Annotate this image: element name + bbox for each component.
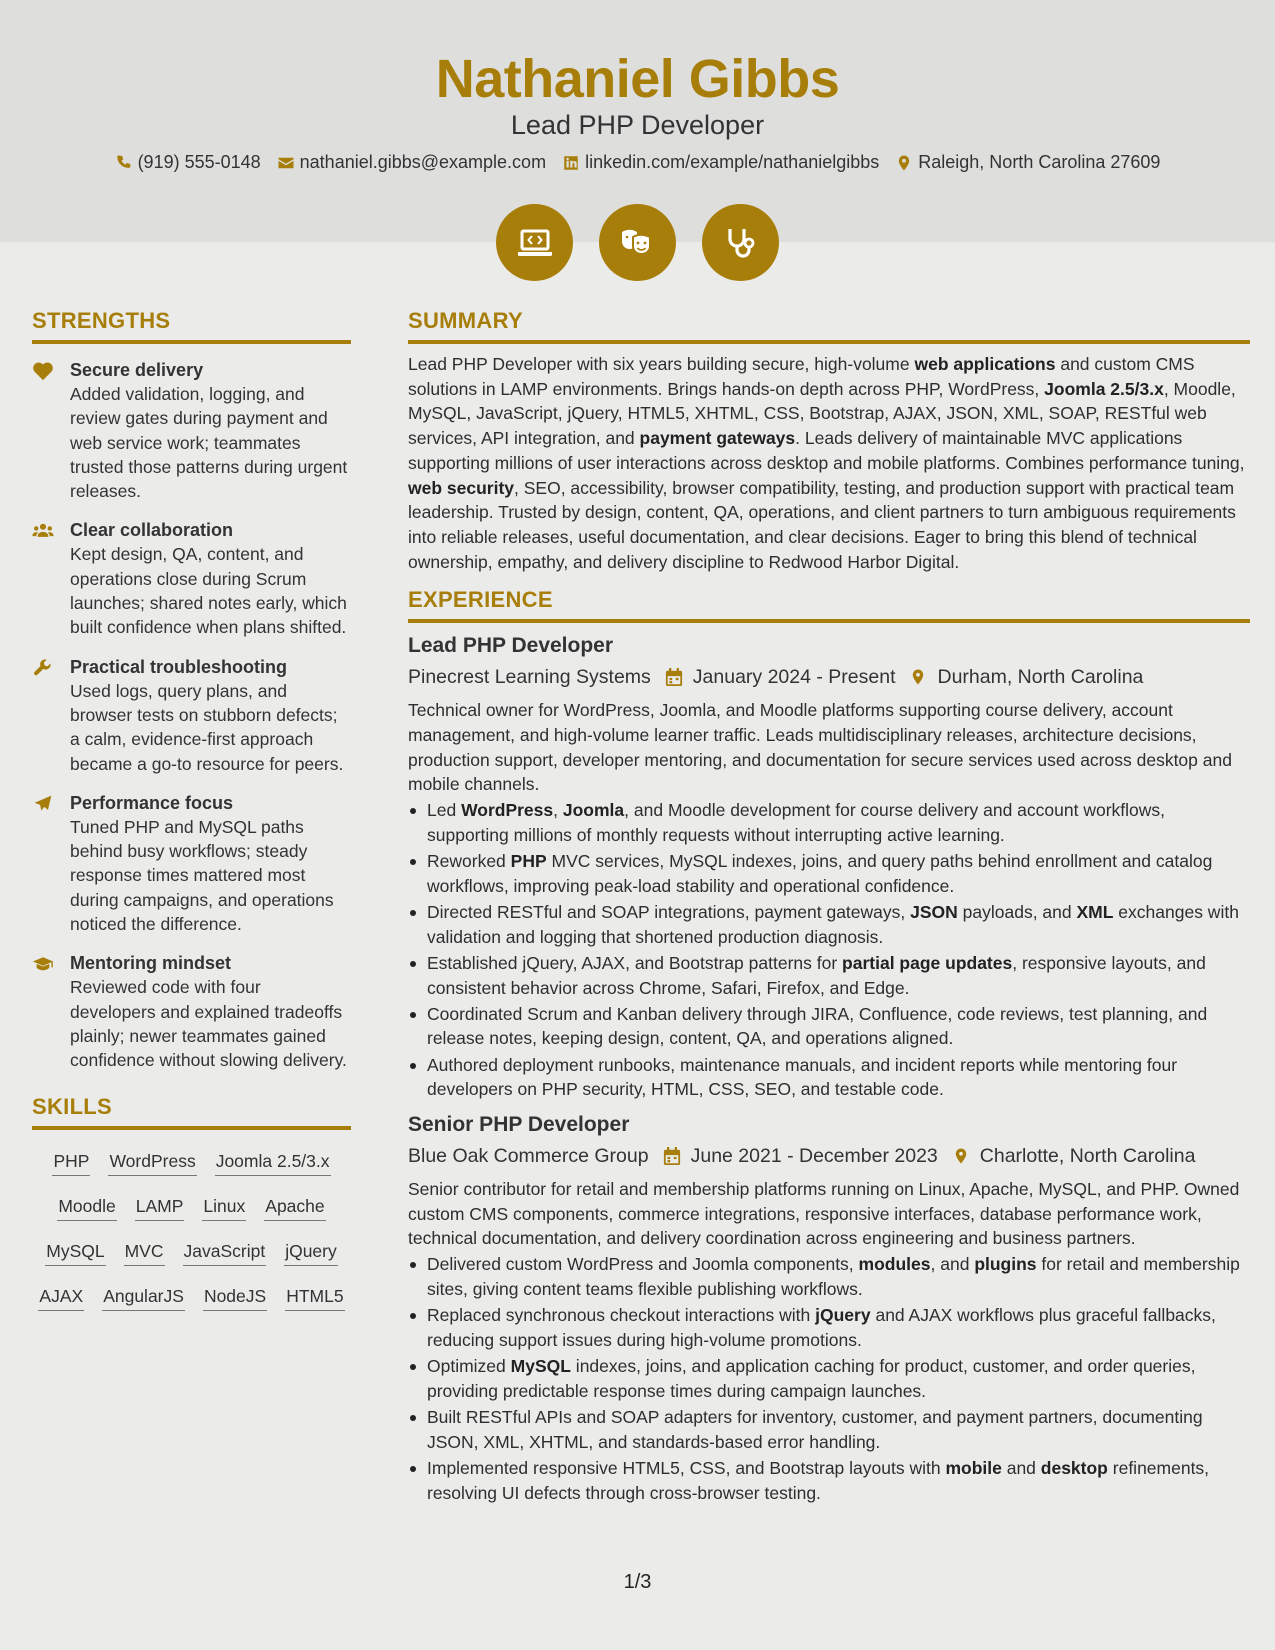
bullet-item xyxy=(408,1252,1250,1301)
text-run: Replaced synchronous checkout interactions with xyxy=(427,1305,816,1326)
strength-item xyxy=(32,655,351,776)
text-run: Lead PHP Developer with six years building secure, high-volume xyxy=(408,354,915,374)
skill-tag: MySQL xyxy=(45,1234,105,1266)
text-run: , and xyxy=(930,1254,975,1275)
bullet-item xyxy=(408,900,1250,949)
text-run: Implemented responsive HTML5, CSS, and Bootstrap layouts with xyxy=(427,1457,946,1478)
bullet-item xyxy=(408,849,1250,898)
bold-keyword: web applications xyxy=(914,354,1056,374)
text-run: , xyxy=(553,800,563,821)
contact-phone-text: (919) 555-0148 xyxy=(137,152,261,172)
bold-keyword: MySQL xyxy=(510,1356,571,1376)
graduation-cap-icon xyxy=(32,954,54,974)
stethoscope-icon xyxy=(721,223,761,263)
text-run: refinements, resolving UI defects through cross-browser testing. xyxy=(427,1457,1210,1503)
location-pin-icon xyxy=(895,154,913,172)
text-run: Coordinated Scrum and Kanban delivery through JIRA, Confluence, code reviews, test planning, and release notes, keeping design, content, QA, and operations aligned. xyxy=(427,1003,1208,1049)
candidate-name: Nathaniel Gibbs xyxy=(435,49,840,109)
contact-email-text: nathaniel.gibbs@example.com xyxy=(299,152,547,172)
summary-heading: SUMMARY xyxy=(408,308,1250,344)
skill-tag: Moodle xyxy=(57,1189,116,1221)
text-run: . Leads delivery of maintainable MVC applications supporting millions of user interactions across desktop and mobile platforms. Combines performance tuning, xyxy=(408,428,1245,473)
bullet-item xyxy=(408,951,1250,1000)
strength-item xyxy=(32,358,351,503)
contact-location-text: Raleigh, North Carolina 27609 xyxy=(918,152,1161,172)
strength-name: Practical troubleshooting xyxy=(70,656,288,677)
text-run: Directed RESTful and SOAP integrations, payment gateways, xyxy=(427,901,911,922)
contact-email[interactable] xyxy=(277,152,546,173)
text-run: for retail and membership sites, giving content teams flexible publishing workflows. xyxy=(427,1254,1240,1299)
bold-keyword: modules xyxy=(858,1254,931,1275)
strength-desc: Added validation, logging, and review gates during payment and web service work; teammates trusted those patterns during urgent releases. xyxy=(70,384,348,502)
text-run: and xyxy=(1001,1457,1041,1478)
phone-icon xyxy=(115,154,133,172)
calendar-icon xyxy=(665,667,683,687)
candidate-role: Lead PHP Developer xyxy=(510,110,765,140)
skill-tag: LAMP xyxy=(135,1189,185,1221)
skill-tag: AngularJS xyxy=(102,1279,185,1311)
bold-keyword: Joomla 2.5/3.x xyxy=(1044,378,1164,399)
bold-keyword: desktop xyxy=(1040,1457,1108,1478)
job-title: Senior PHP Developer xyxy=(408,1113,630,1137)
text-run: , responsive layouts, and consistent behavior across Chrome, Safari, Firefox, and Edge. xyxy=(427,952,1206,998)
bold-keyword: mobile xyxy=(945,1457,1002,1478)
users-icon xyxy=(32,521,54,541)
calendar-icon xyxy=(663,1146,681,1166)
skill-tag: AJAX xyxy=(38,1279,84,1311)
skill-tag: PHP xyxy=(52,1144,90,1176)
text-run: payloads, and xyxy=(957,901,1077,922)
heart-icon xyxy=(32,361,54,381)
job-entry xyxy=(408,631,1250,1102)
bold-keyword: partial page updates xyxy=(842,952,1013,973)
location-pin-icon xyxy=(952,1146,970,1166)
bullet-item xyxy=(408,798,1250,847)
bold-keyword: PHP xyxy=(510,851,547,872)
contact-bar xyxy=(0,152,1275,173)
laptop-code-badge xyxy=(496,204,573,281)
contact-phone[interactable] xyxy=(115,152,261,173)
envelope-icon xyxy=(277,154,295,172)
linkedin-icon xyxy=(562,154,580,172)
skill-tag: JavaScript xyxy=(183,1234,267,1266)
theater-masks-badge xyxy=(599,204,676,281)
text-run: Established jQuery, AJAX, and Bootstrap patterns for xyxy=(427,952,843,973)
interest-badges xyxy=(0,204,1275,281)
bullet-item xyxy=(408,1303,1250,1352)
job-description: Senior contributor for retail and membership platforms running on Linux, Apache, MySQL, and PHP. Owned custom CMS components, commerce integrations, responsive interfaces, database performance work, technical documentation, and delivery coordination across engineering and business partners. xyxy=(408,1179,1240,1249)
job-description: Technical owner for WordPress, Joomla, and Moodle platforms supporting course delivery, account management, and high-volume learner traffic. Leads multidisciplinary releases, architecture decisions, production support, developer mentoring, and documentation for secure services used across desktop and mobile channels. xyxy=(408,700,1232,795)
text-run: Built RESTful APIs and SOAP adapters for inventory, customer, and payment partners, documenting JSON, XML, XHTML, and standards-based error handling. xyxy=(427,1406,1203,1452)
job-meta xyxy=(408,662,1250,692)
job-bullets xyxy=(408,1252,1250,1505)
experience-heading: EXPERIENCE xyxy=(408,587,1250,623)
strength-item xyxy=(32,791,351,936)
job-bullets xyxy=(408,798,1250,1102)
job-dates: June 2021 - December 2023 xyxy=(690,1145,938,1168)
bold-keyword: web security xyxy=(408,477,515,498)
location-pin-icon xyxy=(909,667,927,687)
page-number: 1/3 xyxy=(623,1571,652,1593)
bullet-item xyxy=(408,1456,1250,1505)
text-run: Optimized xyxy=(427,1356,511,1376)
strength-desc: Used logs, query plans, and browser tests on stubborn defects; a calm, evidence-first approach became a go-to resource for peers. xyxy=(70,680,344,774)
text-run: Delivered custom WordPress and Joomla components, xyxy=(427,1254,859,1275)
text-run: , SEO, accessibility, browser compatibility, testing, and production support with practical team leadership. Trusted by design, content, QA, operations, and client partners to turn ambiguous requirements into reliable releases, useful documentation, and clear decisions. Eager to bring this blend of technical ownership, empathy, and delivery discipline to Redwood Harbor Digital. xyxy=(408,477,1236,572)
skill-tag: Linux xyxy=(202,1189,246,1221)
bold-keyword: jQuery xyxy=(815,1305,871,1326)
strengths-heading: STRENGTHS xyxy=(32,308,351,344)
job-dates: January 2024 - Present xyxy=(692,666,896,689)
job-company: Blue Oak Commerce Group xyxy=(408,1145,649,1168)
skill-tag: jQuery xyxy=(284,1234,338,1266)
strength-item xyxy=(32,518,351,639)
laptop-code-icon xyxy=(515,223,555,263)
text-run: , Moodle, MySQL, JavaScript, jQuery, HTML5, XHTML, CSS, Bootstrap, AJAX, JSON, XML, SOAP, RESTful web services, API integration, and xyxy=(408,378,1236,449)
strength-item xyxy=(32,951,351,1072)
contact-location xyxy=(895,152,1160,173)
job-location: Charlotte, North Carolina xyxy=(979,1145,1196,1168)
bullet-item xyxy=(408,1053,1250,1102)
stethoscope-badge xyxy=(702,204,779,281)
skill-tag: Apache xyxy=(264,1189,325,1221)
contact-linkedin[interactable] xyxy=(562,152,879,173)
contact-linkedin-text: linkedin.com/example/nathanielgibbs xyxy=(585,152,880,172)
summary-text xyxy=(408,352,1250,574)
skills-list xyxy=(32,1144,351,1324)
strength-desc: Kept design, QA, content, and operations close during Scrum launches; shared notes early, which built confidence when plans shifted. xyxy=(70,544,347,638)
bullet-item xyxy=(408,1002,1250,1051)
text-run: indexes, joins, and application caching for product, customer, and order queries, providing predictable response times during campaign launches. xyxy=(427,1356,1196,1401)
job-title: Lead PHP Developer xyxy=(408,634,614,658)
skill-tag: MVC xyxy=(124,1234,165,1266)
bold-keyword: plugins xyxy=(974,1254,1037,1275)
job-company: Pinecrest Learning Systems xyxy=(408,666,651,689)
paper-plane-icon xyxy=(32,794,54,814)
job-location: Durham, North Carolina xyxy=(937,666,1144,689)
strength-name: Clear collaboration xyxy=(70,520,234,541)
bold-keyword: XML xyxy=(1076,901,1114,922)
job-entry xyxy=(408,1110,1250,1505)
text-run: and AJAX workflows plus graceful fallbacks, reducing support issues during high-volume promotions. xyxy=(427,1305,1216,1350)
bold-keyword: Joomla xyxy=(562,800,625,821)
strength-desc: Reviewed code with four developers and explained tradeoffs plainly; newer teammates gained confidence without slowing delivery. xyxy=(70,977,347,1071)
job-meta xyxy=(408,1141,1250,1171)
text-run: , and Moodle development for course delivery and account workflows, supporting millions of monthly requests without interrupting active learning. xyxy=(427,800,1165,845)
text-run: Led xyxy=(427,800,462,821)
skill-tag: NodeJS xyxy=(203,1279,267,1311)
strengths-list xyxy=(32,358,351,1073)
text-run: Authored deployment runbooks, maintenance manuals, and incident reports while mentoring four developers on PHP security, HTML, CSS, SEO, and testable code. xyxy=(427,1054,1178,1100)
strength-name: Performance focus xyxy=(70,792,234,813)
bold-keyword: JSON xyxy=(910,901,958,922)
bold-keyword: payment gateways xyxy=(639,428,796,449)
bold-keyword: WordPress xyxy=(461,800,554,821)
bullet-item xyxy=(408,1354,1250,1403)
skill-tag: WordPress xyxy=(108,1144,196,1176)
bullet-item xyxy=(408,1405,1250,1454)
strength-name: Secure delivery xyxy=(70,360,204,380)
skills-heading: SKILLS xyxy=(32,1094,351,1130)
wrench-icon xyxy=(32,658,54,678)
right-column xyxy=(408,308,1250,1507)
text-run: exchanges with validation and logging that shortened production diagnosis. xyxy=(427,901,1239,947)
text-run: MVC services, MySQL indexes, joins, and query paths behind enrollment and catalog workflows, improving peak-load stability and operational confidence. xyxy=(427,851,1213,896)
text-run: and custom CMS solutions in LAMP environments. Brings hands-on depth across PHP, WordPress, xyxy=(408,354,1195,399)
skill-tag: HTML5 xyxy=(285,1279,344,1311)
skill-tag: Joomla 2.5/3.x xyxy=(215,1144,331,1176)
strength-name: Mentoring mindset xyxy=(70,953,231,974)
strength-desc: Tuned PHP and MySQL paths behind busy workflows; steady response times mattered most during campaigns, and operations noticed the difference. xyxy=(70,816,334,935)
theater-masks-icon xyxy=(618,223,658,263)
left-column xyxy=(32,308,351,1324)
text-run: Reworked xyxy=(427,851,511,872)
